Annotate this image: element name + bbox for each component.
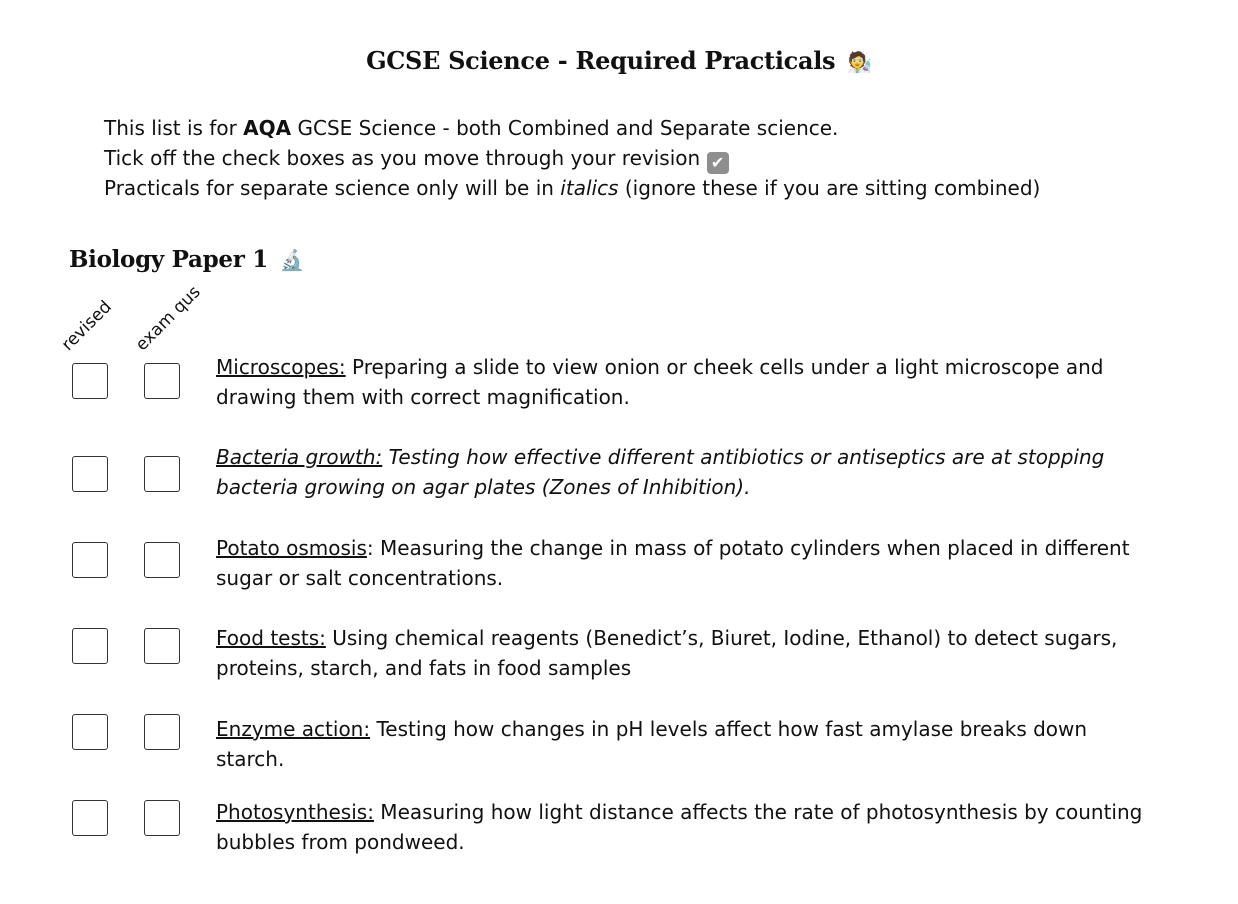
column-label-exam-questions: exam qus [131, 282, 205, 355]
checkmark-icon: ✔ [707, 152, 729, 174]
practical-name: Food tests: [216, 626, 326, 650]
scientist-emoji-icon: 🧑‍🔬 [847, 50, 872, 74]
practical-item-4 [216, 624, 1146, 683]
exam-checkbox-6[interactable] [144, 800, 180, 836]
page-title [0, 46, 1238, 75]
practical-name: Potato osmosis [216, 536, 367, 560]
revised-checkbox-1[interactable] [72, 363, 108, 399]
exam-board-name: AQA [243, 116, 292, 140]
section-title [69, 246, 304, 273]
exam-checkbox-4[interactable] [144, 628, 180, 664]
intro-line-3-start: Practicals for separate science only will be in [104, 175, 561, 200]
exam-checkbox-3[interactable] [144, 542, 180, 578]
practical-item-2 [216, 443, 1146, 502]
practical-item-3 [216, 534, 1146, 593]
practical-item-6 [216, 798, 1146, 857]
column-label-revised: revised [57, 297, 116, 355]
practical-description: : Measuring the change in mass of potato cylinders when placed in different sugar or salt concentrations. [216, 536, 1130, 590]
practical-description: Using chemical reagents (Benedict’s, Biuret, Iodine, Ethanol) to detect sugars, proteins, starch, and fats in food samples [216, 626, 1118, 680]
exam-checkbox-5[interactable] [144, 714, 180, 750]
exam-checkbox-1[interactable] [144, 363, 180, 399]
practical-item-1 [216, 353, 1146, 412]
intro-line-3-end: (ignore these if you are sitting combined) [618, 175, 1041, 200]
intro-line-3 [104, 174, 1224, 204]
revised-checkbox-6[interactable] [72, 800, 108, 836]
practical-description: Preparing a slide to view onion or cheek cells under a light microscope and drawing them with correct magnification. [216, 355, 1104, 409]
intro-line-1 [104, 114, 1224, 144]
intro-line-1-start: This list is for [104, 116, 244, 140]
italics-word: italics [560, 175, 619, 200]
microscope-emoji-icon: 🔬 [279, 248, 305, 272]
practical-name: Enzyme action: [216, 717, 371, 741]
exam-checkbox-2[interactable] [144, 456, 180, 492]
practical-description: Measuring how light distance affects the rate of photosynthesis by counting bubbles from pondweed. [216, 800, 1143, 854]
practical-name: Bacteria growth: [216, 445, 383, 469]
intro-line-1-end: GCSE Science - both Combined and Separate science. [291, 116, 839, 140]
practical-name: Microscopes: [216, 355, 346, 379]
revised-checkbox-4[interactable] [72, 628, 108, 664]
intro-text [104, 114, 1224, 203]
revised-checkbox-2[interactable] [72, 456, 108, 492]
intro-line-2-text: Tick off the check boxes as you move through your revision [104, 145, 701, 170]
revised-checkbox-5[interactable] [72, 714, 108, 750]
practical-description: Testing how changes in pH levels affect how fast amylase breaks down starch. [216, 717, 1088, 771]
page-title-text: GCSE Science - Required Practicals [366, 46, 836, 75]
revised-checkbox-3[interactable] [72, 542, 108, 578]
section-title-text: Biology Paper 1 [69, 246, 268, 273]
practical-name: Photosynthesis: [216, 800, 374, 824]
practical-item-5 [216, 715, 1146, 774]
practical-description: Testing how effective different antibiotics or antiseptics are at stopping bacteria growing on agar plates (Zones of Inhibition). [216, 445, 1105, 499]
intro-line-2 [104, 144, 1224, 174]
